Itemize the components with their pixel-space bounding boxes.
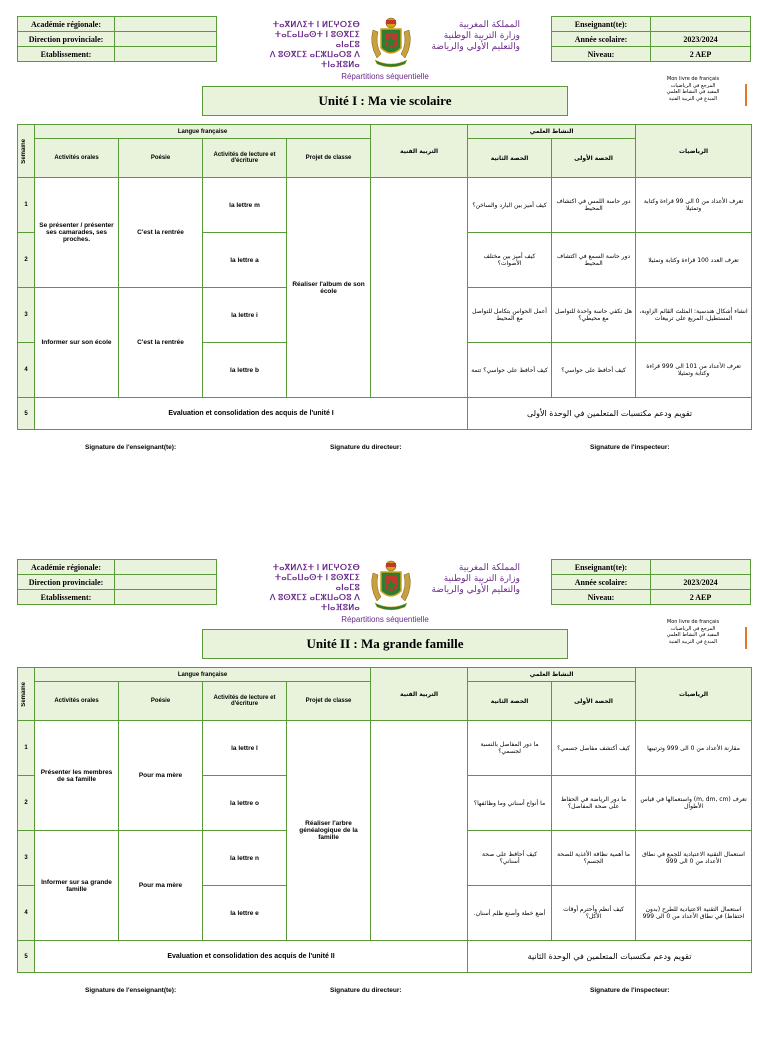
reference-line: المبدع في التربية الفنية: [668, 638, 718, 645]
evaluation-row: [18, 941, 752, 973]
week-number: 1: [18, 178, 35, 233]
math-cell: مقارنة الأعداد من 0 الى 999 وترتيبها: [636, 721, 752, 776]
unit-title: Unité I : Ma vie scolaire: [202, 86, 568, 116]
math-header: الرياضيات: [636, 668, 752, 721]
week-number: 2: [18, 776, 35, 831]
subtitle: Répartitions séquentielle: [341, 615, 429, 624]
week-number: 5: [18, 398, 35, 430]
week-number: 3: [18, 288, 35, 343]
signature-label: Signature du directeur:: [330, 444, 402, 451]
poesie-cell: Pour ma mère: [119, 831, 203, 941]
semaine-header-label: Semaine: [21, 138, 27, 164]
lecture-header: Activités de lecture et d'écriture: [203, 139, 287, 178]
seance2-header: الحصة الثانية: [468, 682, 552, 721]
level-value: 2 AEP: [651, 47, 751, 62]
tifinagh-line: ⵜⴰⴳⵍⴷⵉⵜ ⵏ ⵍⵎⵖⵔⵉⴱ: [272, 20, 360, 29]
arabic-header-line: وزارة التربية الوطنية: [443, 31, 520, 41]
lecture-cell: la lettre b: [203, 343, 287, 398]
level-label: Niveau:: [552, 590, 651, 605]
poesie-cell: C'est la rentrée: [119, 178, 203, 288]
seance2-cell: كيف أميز بين البارد والساخن؟: [468, 178, 552, 233]
seance1-cell: كيف أحافظ على حواسي؟: [552, 343, 636, 398]
seance2-header: الحصة الثانية: [468, 139, 552, 178]
reference-line: المفيد في النشاط العلمي: [666, 89, 720, 95]
evaluation-row: [18, 398, 752, 430]
info-value[interactable]: [115, 17, 217, 32]
week-number: 5: [18, 941, 35, 973]
arts-header: التربية الفنية: [371, 125, 468, 178]
seance1-cell: ما دور الرياضة في الحفاظ على صحة المفاصل؟: [552, 776, 636, 831]
arabic-header-line: المملكة المغربية: [458, 20, 520, 30]
orales-cell: Informer sur sa grande famille: [35, 831, 119, 941]
evaluation-fr: Evaluation et consolidation des acquis de l'unité II: [35, 941, 468, 973]
projet-cell: Réaliser l'album de son école: [287, 178, 371, 398]
seance2-cell: كيف أحافظ على حواسي؟ تتمة: [468, 343, 552, 398]
science-header: النشاط العلمي: [468, 668, 636, 682]
sequence-table: [17, 124, 752, 430]
info-label: Etablissement:: [18, 590, 115, 605]
info-label: Académie régionale:: [18, 17, 115, 32]
arts-cell: [371, 178, 468, 398]
science-header: النشاط العلمي: [468, 125, 636, 139]
info-value[interactable]: [115, 32, 217, 47]
info-label: Direction provinciale:: [18, 575, 115, 590]
tifinagh-line: ⴷ ⵓⵙⴳⵎⵉ ⴰⵎⵣⵡⴰⵔⵓ ⴷ ⵜⵏⴰⴼⵓⵍⴰ: [269, 50, 360, 69]
table-row: [18, 178, 752, 233]
math-cell: استعمال التقنية الاعتيادية للطرح (بدون احتفاظ) في نطاق الأعداد من 0 الى 999: [636, 886, 752, 941]
poesie-header: Poésie: [119, 682, 203, 721]
week-number: 3: [18, 831, 35, 886]
lecture-cell: la lettre o: [203, 776, 287, 831]
subtitle: Répartitions séquentielle: [341, 72, 429, 81]
seance1-cell: هل تكفي حاسة واحدة للتواصل مع محيطي؟: [552, 288, 636, 343]
seance2-cell: أضع خطة وأصنع ظلم أسنان.: [468, 886, 552, 941]
evaluation-ar: تقويم ودعم مكتسبات المتعلمين في الوحدة الأولى: [468, 398, 752, 430]
seance2-cell: أعمل الحواس بتكامل للتواصل مع المحيط: [468, 288, 552, 343]
royal-emblem-icon: [363, 14, 419, 70]
info-label: Direction provinciale:: [18, 32, 115, 47]
tifinagh-header: [250, 563, 360, 613]
signature-label: Signature de l'enseignant(te):: [85, 444, 177, 451]
reference-books: [645, 619, 741, 659]
poesie-header: Poésie: [119, 139, 203, 178]
arts-cell: [371, 721, 468, 941]
level-label: Niveau:: [552, 47, 651, 62]
projet-header: Projet de classe: [287, 682, 371, 721]
teacher-label: Enseignant(te):: [552, 17, 651, 32]
evaluation-ar: تقويم ودعم مكتسبات المتعلمين في الوحدة الثانية: [468, 941, 752, 973]
poesie-cell: Pour ma mère: [119, 721, 203, 831]
teacher-label: Enseignant(te):: [552, 560, 651, 575]
info-right-table: [551, 16, 751, 62]
info-value[interactable]: [115, 47, 217, 62]
info-value[interactable]: [115, 590, 217, 605]
semaine-header: [18, 668, 35, 721]
lecture-header: Activités de lecture et d'écriture: [203, 682, 287, 721]
info-label: Académie régionale:: [18, 560, 115, 575]
accent-bar: [745, 84, 747, 106]
arts-header: التربية الفنية: [371, 668, 468, 721]
lecture-cell: la lettre m: [203, 178, 287, 233]
seance1-cell: كيف أكتشف مفاصل جسمي؟: [552, 721, 636, 776]
unit-sheet: [0, 0, 768, 512]
unit-sheet: [0, 543, 768, 1055]
seance1-cell: كيف أنظم وأحترم أوقات الأكل؟: [552, 886, 636, 941]
seance2-cell: كيف أحافظ على صحة أسناني؟: [468, 831, 552, 886]
seance1-cell: ما أهمية نظافة الأغذية للصحة الجسم؟: [552, 831, 636, 886]
info-value[interactable]: [115, 575, 217, 590]
seance1-cell: دور حاسة السمع في اكتشاف المحيط: [552, 233, 636, 288]
tifinagh-line: ⴷ ⵓⵙⴳⵎⵉ ⴰⵎⵣⵡⴰⵔⵓ ⴷ ⵜⵏⴰⴼⵓⵍⴰ: [269, 593, 360, 612]
arabic-header-line: المملكة المغربية: [458, 563, 520, 573]
langue-header: Langue française: [35, 125, 371, 139]
poesie-cell: C'est la rentrée: [119, 288, 203, 398]
signature-label: Signature de l'inspecteur:: [590, 444, 670, 451]
math-cell: تعرف العدد 100 قراءة وكتابة وتمثيلا: [636, 233, 752, 288]
arabic-header: [425, 563, 520, 596]
lecture-cell: la lettre e: [203, 886, 287, 941]
reference-line: المرجع في الرياضيات: [670, 625, 716, 632]
projet-cell: Réaliser l'arbre généalogique de la famille: [287, 721, 371, 941]
semaine-header-label: Semaine: [21, 681, 27, 707]
tifinagh-line: ⵜⴰⵎⴰⵡⴰⵙⵜ ⵏ ⵓⵙⴳⵎⵉ ⴰⵏⴰⵎⵓ: [274, 573, 360, 592]
evaluation-fr: Evaluation et consolidation des acquis de l'unité I: [35, 398, 468, 430]
info-right-table: [551, 559, 751, 605]
signature-label: Signature de l'inspecteur:: [590, 987, 670, 994]
tifinagh-line: ⵜⴰⵎⴰⵡⴰⵙⵜ ⵏ ⵓⵙⴳⵎⵉ ⴰⵏⴰⵎⵓ: [274, 30, 360, 49]
unit-title: Unité II : Ma grande famille: [202, 629, 568, 659]
year-label: Année scolaire:: [552, 32, 651, 47]
info-left-table: [17, 16, 217, 62]
info-left-table: [17, 559, 217, 605]
reference-line: المفيد في النشاط العلمي: [666, 632, 720, 638]
math-cell: تعرف (m, dm, cm) واستعمالها في قياس الأطوال: [636, 776, 752, 831]
week-number: 4: [18, 343, 35, 398]
orales-cell: Présenter les membres de sa famille: [35, 721, 119, 831]
lecture-cell: la lettre n: [203, 831, 287, 886]
royal-emblem-icon: [363, 557, 419, 613]
seance1-header: الحصة الأولى: [552, 139, 636, 178]
emblem-wrap: [363, 557, 419, 613]
tifinagh-header: [250, 20, 360, 70]
math-cell: تعرف الأعداد من 0 الى 99 قراءة وكتابة وتمثيلا: [636, 178, 752, 233]
reference-line: المبدع في التربية الفنية: [668, 95, 718, 102]
seance1-header: الحصة الأولى: [552, 682, 636, 721]
seance2-cell: ما دور المفاصل بالنسبة لجسمي؟: [468, 721, 552, 776]
orales-header: Activités orales: [35, 139, 119, 178]
tifinagh-line: ⵜⴰⴳⵍⴷⵉⵜ ⵏ ⵍⵎⵖⵔⵉⴱ: [272, 563, 360, 572]
seance2-cell: كيف أميز بين مختلف الأصوات؟: [468, 233, 552, 288]
reference-line: المرجع في الرياضيات: [670, 82, 716, 89]
math-cell: انشاء أشكال هندسية: المثلث القائم الزاوية، المستطيل، المربع على تربيعات: [636, 288, 752, 343]
reference-line: Mon livre de français: [666, 76, 720, 82]
arabic-header-line: والتعليم الأولي والرياضة: [431, 585, 520, 595]
ministry-header: [250, 557, 520, 617]
table-row: [18, 721, 752, 776]
teacher-value[interactable]: [651, 17, 751, 32]
seance1-cell: دور حاسة اللمس في اكتشاف المحيط: [552, 178, 636, 233]
level-value: 2 AEP: [651, 590, 751, 605]
week-number: 2: [18, 233, 35, 288]
orales-cell: Informer sur son école: [35, 288, 119, 398]
semaine-header: [18, 125, 35, 178]
lecture-cell: la lettre l: [203, 721, 287, 776]
seance2-cell: ما أنواع أسناني وما وظائفها؟: [468, 776, 552, 831]
math-cell: استعمال التقنية الاعتيادية للجمع في نطاق الأعداد من 0 الى 999: [636, 831, 752, 886]
projet-header: Projet de classe: [287, 139, 371, 178]
week-number: 4: [18, 886, 35, 941]
math-header: الرياضيات: [636, 125, 752, 178]
orales-cell: Se présenter / présenter ses camarades, ses proches.: [35, 178, 119, 288]
sequence-table: [17, 667, 752, 973]
lecture-cell: la lettre a: [203, 233, 287, 288]
langue-header: Langue française: [35, 668, 371, 682]
signature-label: Signature de l'enseignant(te):: [85, 987, 177, 994]
arabic-header-line: وزارة التربية الوطنية: [443, 574, 520, 584]
year-label: Année scolaire:: [552, 575, 651, 590]
lecture-cell: la lettre i: [203, 288, 287, 343]
year-value: 2023/2024: [651, 575, 751, 590]
reference-books: [645, 76, 741, 116]
accent-bar: [745, 627, 747, 649]
info-value[interactable]: [115, 560, 217, 575]
arabic-header: [425, 20, 520, 53]
reference-line: Mon livre de français: [666, 619, 720, 625]
signature-label: Signature du directeur:: [330, 987, 402, 994]
week-number: 1: [18, 721, 35, 776]
math-cell: تعرف الأعداد من 101 الى 999 قراءة وكتابة وتمثيلا: [636, 343, 752, 398]
arabic-header-line: والتعليم الأولي والرياضة: [431, 42, 520, 52]
ministry-header: [250, 14, 520, 74]
year-value: 2023/2024: [651, 32, 751, 47]
emblem-wrap: [363, 14, 419, 70]
info-label: Etablissement:: [18, 47, 115, 62]
teacher-value[interactable]: [651, 560, 751, 575]
orales-header: Activités orales: [35, 682, 119, 721]
